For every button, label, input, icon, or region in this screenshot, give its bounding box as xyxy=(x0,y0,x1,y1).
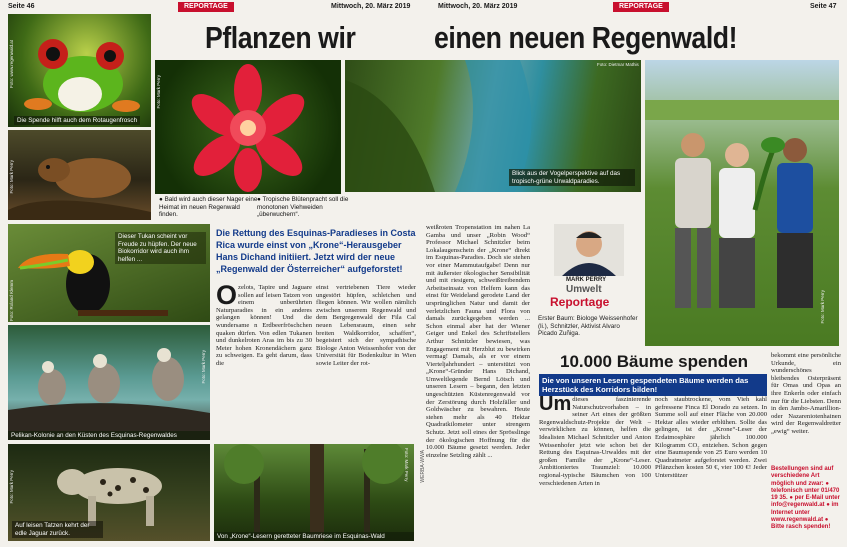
pelican-credit: Foto: Mark Perry xyxy=(201,350,206,384)
sub-dropcap: Um xyxy=(539,396,572,415)
flower-credit: Foto: Mark Perry xyxy=(156,75,161,109)
forest-credit: Foto: Mark Perry xyxy=(404,448,409,482)
agouti-photo xyxy=(8,130,151,220)
aerial-caption: Blick aus der Vogelperspektive auf das tropisch-grüne Urwaldparadies. xyxy=(509,169,635,186)
flower-illustration xyxy=(155,60,341,194)
date-right: Mittwoch, 20. März 2019 xyxy=(438,3,518,10)
page-number-right: Seite 47 xyxy=(810,3,837,10)
intro-text: Die Rettung des Esquinas-Paradieses in Costa Rica wurde einst von „Krone“-Herausgeber Hans Dichand initiiert. Jetzt wird der neue „Regenwald der Österreicher“ aufgeforstet! xyxy=(216,228,416,274)
sub-col1-text: dieses faszinierende Naturschutzvorhaben – in seiner Art eines der größten Regenwaldschutz-Projekte der Welt – verwirklichen zu können, helfen die Idealisten Michael Schnitzler und Anton Weissenhofer jetzt wie schon bei der Rettung des Esquinas-Urwaldes mit der großen Familie der „Krone“-Leser. Ambitioniertes Traumziel: 10.000 regional-typische Bäumchen von 100 verschiedenen Arten in xyxy=(539,396,651,487)
dropcap: O xyxy=(216,284,238,310)
sub-title: 10.000 Bäume spenden xyxy=(560,352,749,371)
aerial-credit: Foto: Dietmar Mathis xyxy=(597,62,639,67)
sub-deck: Die von unseren Lesern gespendeten Bäume werden das Herzstück des Korridors bilden! xyxy=(539,374,767,396)
forest-caption: Von „Krone“-Lesern geretteter Baumriese im Esquinas-Wald xyxy=(214,532,414,542)
men-caption: Erster Baum: Biologe Weissenhofer (li.), Schnitzler, Aktivist Alvaro Picado Zuñiga. xyxy=(538,315,638,337)
men-photo xyxy=(645,60,839,346)
frog-credit: Foto: www.regenwald.at xyxy=(9,40,14,89)
men-credit: Foto: Mark Perry xyxy=(820,290,825,324)
forest-illustration xyxy=(214,444,414,541)
author-name: MARK PERRY xyxy=(566,277,607,283)
frog-illustration xyxy=(8,14,151,127)
sub-col2: noch staubtrockene, vom Vieh kahl gefressene Finca El Dorado zu setzen. In Summe soll auf einer Fläche von 20.000 Hektar alles wieder erblühen. Sollte das gelingen, ist der „Krone“-Leser der Erdatmosphäre jährlich 100.000 Kilogramm CO₂ entziehen. Schon gegen eine Baumspende von 25 Euro werden 10 Quadratmeter aufgeforstet werden. Zwei Pflänzchen kosten 50 €, vier 100 €! Jeder Unterstützer xyxy=(655,396,767,479)
forest-photo xyxy=(214,444,414,541)
pelican-illustration xyxy=(8,325,210,440)
pelican-caption: Pelikan-Kolonie an den Küsten des Esquinas-Regenwaldes xyxy=(8,431,210,441)
jaguar-credit: Foto: Mark Perry xyxy=(9,470,14,504)
ad-code: WERBA-WWA xyxy=(420,450,426,483)
frog-caption: Die Spende hilft auch dem Rotaugenfrosch xyxy=(14,116,140,126)
flower-photo xyxy=(155,60,341,194)
aerial-photo xyxy=(345,60,641,192)
author-box xyxy=(538,224,640,338)
sub-col1 xyxy=(539,396,651,542)
agouti-caption-text: Bald wird auch dieser Nager eine Heimat im neuen Regenwald finden. xyxy=(159,196,258,218)
author-label1: Umwelt xyxy=(566,284,602,295)
page-number-left: Seite 46 xyxy=(8,3,35,10)
agouti-illustration xyxy=(8,130,151,220)
flower-caption-text: Tropische Blütenpracht soll die monotonen Viehweiden „überwuchern“. xyxy=(257,196,349,218)
section-label-right: REPORTAGE xyxy=(613,2,669,12)
body-col1-text: zelots, Tapire und Jaguare sollen auf leisen Tatzen von einem unberührten Naturparadies in ein anderes gelangen können! Und die wundersame n Erdbeerfröschchen quaken dürfen. Von edlen Tukanen und dunkelroten Aras im bis zu 30 Meter hohen Kronendächern ganz zu schweigen. Es geht darum, dass die xyxy=(216,284,312,367)
pelican-photo xyxy=(8,325,210,440)
headline-part2: einen neuen Regenwald! xyxy=(434,20,738,55)
toucan-photo xyxy=(8,224,210,322)
agouti-caption: ● Bald wird auch dieser Nager eine Heimat im neuen Regenwald finden. xyxy=(159,196,258,218)
toucan-credit: Foto: Roland Klemm xyxy=(9,280,14,322)
flower-caption: ● Tropische Blütenpracht soll die monotonen Viehweiden „überwuchern“. xyxy=(257,196,349,218)
date-left: Mittwoch, 20. März 2019 xyxy=(331,3,411,10)
toucan-caption: Dieser Tukan scheint vor Freude zu hüpfen. Der neue Biokorridor wird auch ihm helfen ... xyxy=(115,232,206,264)
agouti-credit: Foto: Mark Perry xyxy=(9,160,14,194)
author-portrait xyxy=(554,224,624,276)
body-col2: einst vertriebenen Tiere wieder ungestört hüpfen, schleichen und fliegen können. Wir wollen nämlich zwischen unserem Regenwald und dem Bergregenwald der Fila Cal neuen Lebensraum, einen sehr breiten Waldkorridor, schaffen“, begeistert sich der sympathische Biologe Anton Weissenhofer von der Universität für Bodenkultur in Wien sowie Leiter der rot- xyxy=(316,284,416,367)
body-col3: weißroten Tropenstation im nahen La Gamba und unser „Robin Wood“ Professor Michael Schnitzler beim Lokalaugenschein der „Krone“ direkt im Esquinas-Paradies. Doch sie stehen vor einer Mammutaufgabe! Denn nur mit äußerster ökologischer Sensibilität und mit riesigem, schweißtreibendem Arbeitseinsatz von Helfern kann das einst für Weideland gerodete Land der ursprünglichen Natur und damit der verletzlichen Fauna und Flora von damals zurückgegeben werden ... Schon einmal aber hat der Wiener Geiger und Enkel des Schriftstellers Arthur Schnitzler bewiesen, was Engagement mit Herzblut zu bewirken vermag! Damals, als er vor einem Vierteljahrhundert – unterstützt von „Krone“-Gründer Hans Dichand, Umweltlegende Bernd Lötsch und unseren Lesern – begann, den letzten ungeschützten Küstenregenwald vor der Zerstörung durch Holzfäller und Goldwäscher zu bewahren. Heute stehen mehr als 40 Hektar Quadratkilometer unter strengem Schutz. Jetzt soll eines der Sprösslinge der ökologischen Hoffnung für die 10.000 Bäume gesetzt werden. Jeder einzelne Setzling zählt ... xyxy=(426,224,530,459)
sub-col3: bekommt eine persönliche Urkunde, ein wunderschönes bleibendes Osterpräsent für Omas und Opas an ihre Enkerln oder einfach nur für die Liebsten. Denn in den Jambo-Amarillion- oder Nazareniotenhainen wird der Regenwaldretter „ewig“ weiter. xyxy=(771,352,841,435)
body-col1 xyxy=(216,284,312,442)
men-illustration xyxy=(645,60,839,346)
section-label-left: REPORTAGE xyxy=(178,2,234,12)
frog-photo xyxy=(8,14,151,127)
author-label2: Reportage xyxy=(550,295,610,309)
headline-part1: Pflanzen wir xyxy=(205,20,356,55)
jaguar-photo xyxy=(8,444,210,541)
jaguar-caption: Auf leisen Tatzen kehrt der edle Jaguar zurück. xyxy=(12,521,103,538)
order-info: Bestellungen sind auf verschiedene Art möglich und zwar: ● telefonisch unter 01/470 19 35. ● per E-Mail unter info@regenwald.at ● im Internet unter www.regenwald.at ● Bitte rasch spenden! xyxy=(771,466,840,531)
